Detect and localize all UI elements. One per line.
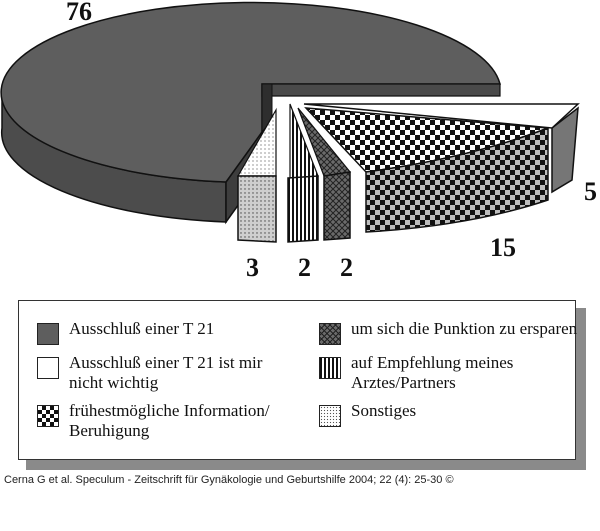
slice-empfehlung (288, 104, 318, 242)
legend-label: auf Empfehlung meines Arztes/Partners (351, 353, 514, 392)
legend (18, 300, 576, 460)
value-label-ausschluss: 76 (66, 0, 92, 26)
legend-label: Sonstiges (351, 401, 417, 420)
legend-label: frühestmögliche Information/ Beruhigung (69, 401, 270, 440)
legend-item-information (37, 401, 299, 441)
legend-label: Ausschluß einer T 21 (69, 319, 215, 338)
swatch-white (37, 357, 59, 379)
legend-item-nicht-wichtig (37, 353, 299, 393)
legend-item-empfehlung (319, 353, 581, 393)
slice-punktion-side (324, 172, 350, 240)
legend-item-ausschluss (37, 319, 299, 345)
value-label-punktion: 2 (340, 253, 353, 282)
value-label-empfehlung: 2 (298, 253, 311, 282)
legend-item-punktion (319, 319, 581, 345)
value-label-nicht-wichtig: 5 (584, 177, 597, 206)
slice-sonstiges-side (238, 176, 276, 242)
swatch-cross (319, 323, 341, 345)
slice-ausschluss-t21-front (262, 84, 500, 96)
legend-label: um sich die Punktion zu ersparen (351, 319, 578, 338)
swatch-checker (37, 405, 59, 427)
slice-empfehlung-side (288, 176, 318, 242)
legend-item-sonstiges (319, 401, 581, 427)
swatch-dots (319, 405, 341, 427)
value-label-sonstiges: 3 (246, 253, 259, 282)
value-label-information: 15 (490, 233, 516, 262)
swatch-stripes (319, 357, 341, 379)
legend-label: Ausschluß einer T 21 ist mir nicht wichtig (69, 353, 263, 392)
source-citation: Cerna G et al. Speculum - Zeitschrift für Gynäkologie und Geburtshilfe 2004; 22 (4): 25-30 © (4, 474, 454, 486)
swatch-dark (37, 323, 59, 345)
